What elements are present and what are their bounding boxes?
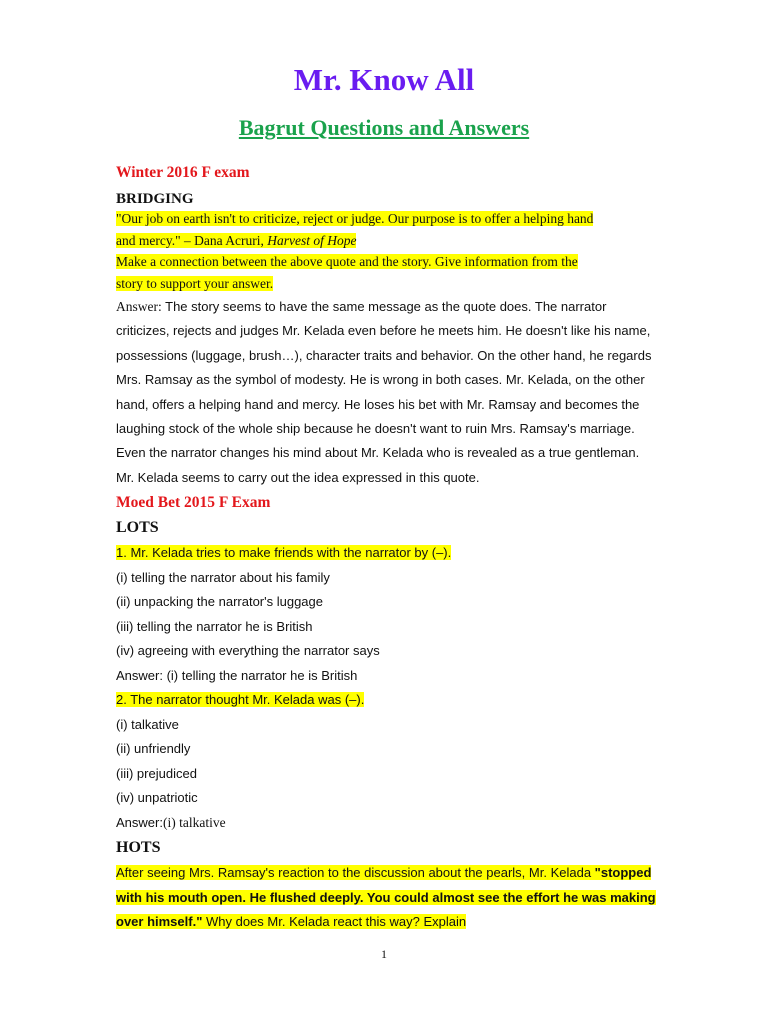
question-2-answer: Answer:(i) talkative: [116, 814, 226, 830]
hots-question-line-1: After seeing Mrs. Ramsay's reaction to the discussion about the pearls, Mr. Kelada "stopped: [116, 865, 652, 881]
question-1-option: (iv) agreeing with everything the narrator says: [116, 643, 380, 659]
question-1: 1. Mr. Kelada tries to make friends with the narrator by (–).: [116, 545, 452, 561]
document-subtitle: Bagrut Questions and Answers: [238, 115, 530, 140]
quote-block: [116, 208, 656, 294]
question-2: 2. The narrator thought Mr. Kelada was (–).: [116, 692, 365, 708]
answer-label: Answer:: [116, 299, 162, 314]
quote-line-1: "Our job on earth isn't to criticize, reject or judge. Our purpose is to offer a helping hand: [116, 211, 594, 226]
bridging-answer: [116, 295, 656, 490]
hots-label: HOTS: [116, 839, 161, 857]
question-1-option: (ii) unpacking the narrator's luggage: [116, 594, 323, 610]
question-2-answer-value: (i) talkative: [162, 814, 226, 830]
section-heading-moed-bet-2015: Moed Bet 2015 F Exam: [116, 494, 271, 512]
quote-line-2: and mercy." – Dana Acruri, Harvest of Hope: [116, 232, 357, 248]
hots-question-line-3: over himself." Why does Mr. Kelada react this way? Explain: [116, 914, 467, 930]
bridging-label: BRIDGING: [116, 191, 194, 207]
question-2-option: (i) talkative: [116, 716, 179, 732]
question-1-option: (i) telling the narrator about his family: [116, 569, 330, 585]
lots-label: LOTS: [116, 519, 159, 537]
document-title: Mr. Know All: [293, 62, 475, 97]
question-2-option: (iii) prejudiced: [116, 765, 197, 781]
task-line-1: Make a connection between the above quote and the story. Give information from the: [116, 254, 578, 269]
document-body: [116, 160, 656, 935]
question-2-option: (ii) unfriendly: [116, 741, 191, 757]
task-line-2: story to support your answer.: [116, 275, 274, 291]
question-1-option: (iii) telling the narrator he is British: [116, 618, 313, 634]
section-heading-winter-2016: Winter 2016 F exam: [116, 164, 250, 181]
answer-text: The story seems to have the same message as the quote does. The narrator criticizes, rejects and judges Mr. Kelada even before he meets him. He doesn't like his name, possessions (luggage, brush…), character traits and behavior. On the other hand, he regards Mrs. Ramsay as the symbol of modesty. He is wrong in both cases. Mr. Kelada, on the other hand, offers a helping hand and mercy. He loses his bet with Mr. Ramsay and becomes the laughing stock of the whole ship because he doesn't want to ruin Mrs. Ramsay's marriage. Even the narrator changes his mind about Mr. Kelada who is revealed as a true gentleman. Mr. Kelada seems to carry out the idea expressed in this quote.: [116, 299, 652, 485]
hots-question-line-2: with his mouth open. He flushed deeply. You could almost see the effort he was making: [116, 889, 656, 905]
quote-source-title: Harvest of Hope: [267, 232, 357, 248]
page-number: 1: [381, 947, 387, 961]
question-1-answer: Answer: (i) telling the narrator he is British: [116, 667, 358, 683]
question-2-option: (iv) unpatriotic: [116, 790, 198, 806]
